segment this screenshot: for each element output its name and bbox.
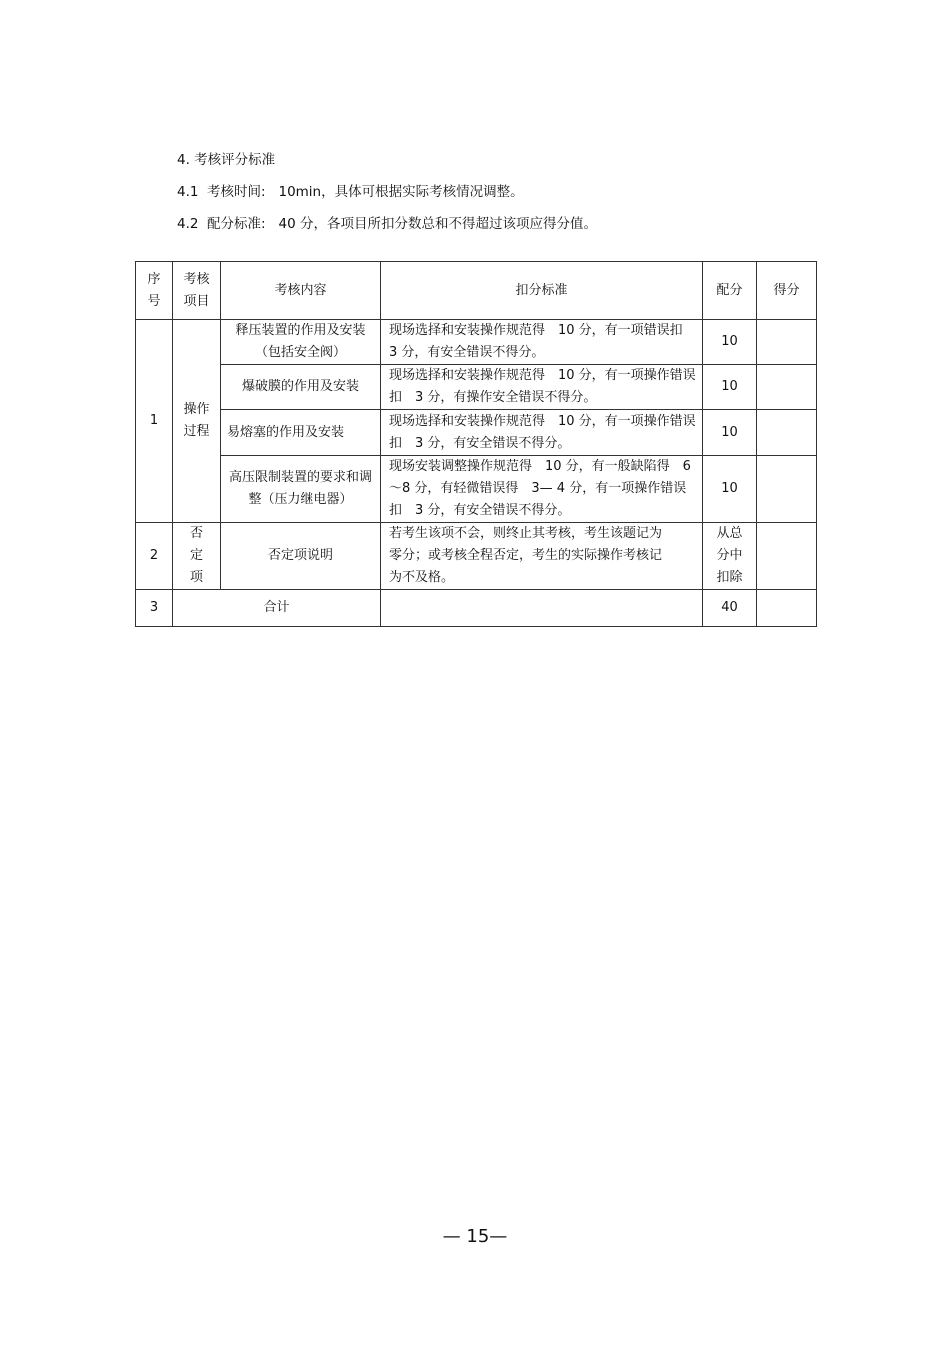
header-score: 得分	[757, 262, 817, 320]
group2-score	[757, 523, 817, 590]
table-row	[136, 365, 817, 410]
header-no: 序号	[136, 262, 173, 320]
total-score	[757, 590, 817, 627]
row-content: 释压装置的作用及安装（包括安全阀）	[221, 320, 381, 365]
header-criteria: 扣分标准	[381, 262, 703, 320]
group1-item: 操作过程	[173, 320, 221, 523]
total-points: 40	[703, 590, 757, 627]
row-points: 10	[703, 456, 757, 523]
header-points: 配分	[703, 262, 757, 320]
row-criteria: 现场选择和安装操作规范得 10 分，有一项操作错误扣 3 分，有操作安全错误不得分。	[381, 365, 703, 410]
total-label: 合计	[173, 590, 381, 627]
group2-item: 否定项	[173, 523, 221, 590]
row-points: 10	[703, 410, 757, 456]
header-content: 考核内容	[221, 262, 381, 320]
row-content: 易熔塞的作用及安装	[221, 410, 381, 456]
table-row	[136, 523, 817, 590]
row-score	[757, 410, 817, 456]
row-criteria: 现场选择和安装操作规范得 10 分，有一项操作错误扣 3 分，有安全错误不得分。	[381, 410, 703, 456]
table-row	[136, 590, 817, 627]
row-content: 爆破膜的作用及安装	[221, 365, 381, 410]
total-criteria	[381, 590, 703, 627]
row-points: 10	[703, 365, 757, 410]
group2-content: 否定项说明	[221, 523, 381, 590]
row-score	[757, 456, 817, 523]
table-row	[136, 320, 817, 365]
group2-criteria: 若考生该项不会，则终止其考核，考生该题记为零分；或考核全程否定，考生的实际操作考核记为不及格。	[381, 523, 703, 590]
table-header-row	[136, 262, 817, 320]
group1-no: 1	[136, 320, 173, 523]
section-heading: 4. 考核评分标准	[177, 152, 276, 168]
row-criteria: 现场安装调整操作规范得 10 分，有一般缺陷得 6～8 分，有轻微错误得 3— 4 分，有一项操作错误扣 3 分，有安全错误不得分。	[381, 456, 703, 523]
group2-no: 2	[136, 523, 173, 590]
row-content: 高压限制装置的要求和调整（压力继电器）	[221, 456, 381, 523]
row-score	[757, 320, 817, 365]
total-no: 3	[136, 590, 173, 627]
exam-time-line: 4.1 考核时间: 10min，具体可根据实际考核情况调整。	[177, 184, 524, 200]
group2-points: 从总分中扣除	[703, 523, 757, 590]
score-standard-line: 4.2 配分标准: 40 分，各项目所扣分数总和不得超过该项应得分值。	[177, 216, 597, 232]
table-row	[136, 410, 817, 456]
row-score	[757, 365, 817, 410]
scoring-table	[135, 261, 817, 627]
row-criteria: 现场选择和安装操作规范得 10 分，有一项错误扣 3 分，有安全错误不得分。	[381, 320, 703, 365]
table-row	[136, 456, 817, 523]
row-points: 10	[703, 320, 757, 365]
page-number: — 15—	[442, 1226, 508, 1247]
header-item: 考核项目	[173, 262, 221, 320]
